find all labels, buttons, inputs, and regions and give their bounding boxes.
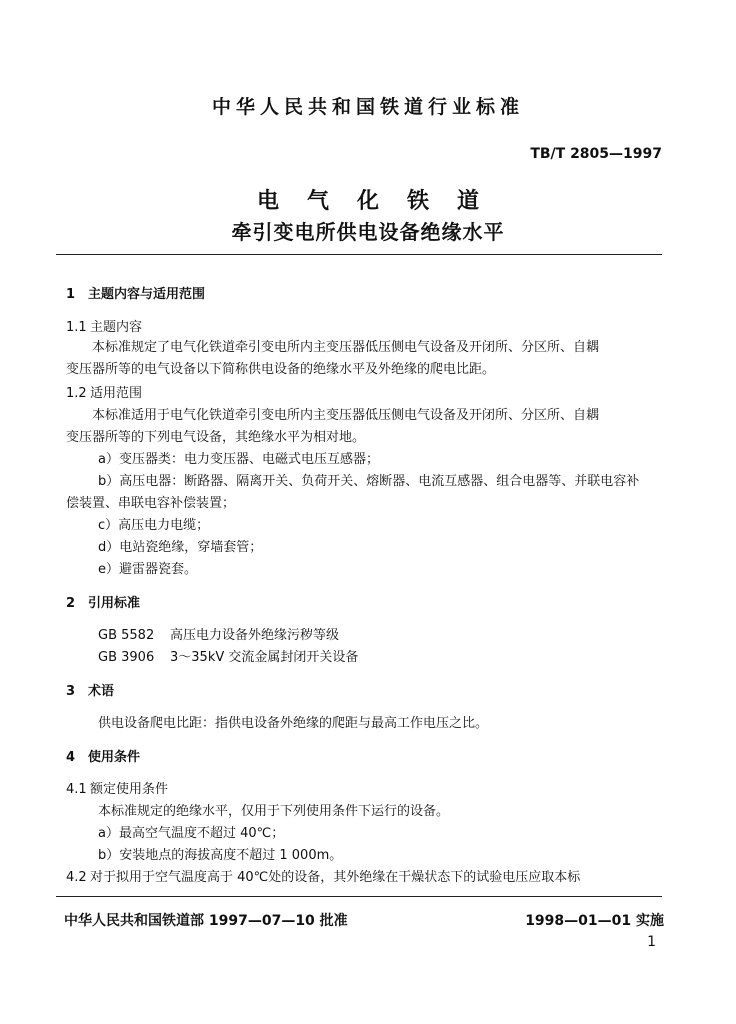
section-number: 4.2: [66, 870, 87, 885]
paragraph-line: 本标准适用于电气化铁道牵引变电所内主变压器低压侧电气设备及开闭所、分区所、自耦: [92, 408, 600, 423]
list-item: e）避雷器瓷套。: [98, 562, 197, 577]
section-2-heading: [66, 592, 140, 611]
list-item: b）安装地点的海拔高度不超过 1 000m。: [98, 848, 343, 863]
section-number: 4.1: [66, 782, 87, 797]
reference-item: [98, 624, 339, 643]
list-item: d）电站瓷绝缘，穿墙套管；: [98, 540, 263, 555]
section-4-2-heading: [66, 866, 580, 885]
paragraph-line: 本标准规定的绝缘水平，仅用于下列使用条件下运行的设备。: [98, 804, 450, 819]
section-3-heading: [66, 680, 114, 699]
section-number: 1.1: [66, 320, 87, 335]
paragraph-line: 变压器所等的电气设备以下简称供电设备的绝缘水平及外绝缘的爬电比距。: [66, 362, 496, 377]
document-title-line1: 电气化铁道: [256, 189, 507, 214]
footer-divider: [56, 896, 662, 897]
list-item: a）变压器类：电力变压器、电磁式电压互感器；: [98, 452, 379, 467]
section-title: 主题内容与适用范围: [88, 287, 206, 302]
section-title: 引用标准: [88, 596, 141, 611]
section-title: 适用范围: [90, 386, 143, 401]
section-number: 3: [66, 684, 76, 699]
reference-title: 高压电力设备外绝缘污秽等级: [170, 628, 340, 643]
section-title: 主题内容: [90, 320, 143, 335]
document-title-line2: 牵引变电所供电设备绝缘水平: [231, 220, 505, 244]
standard-number: TB/T 2805—1997: [530, 146, 662, 162]
section-title: 额定使用条件: [90, 782, 169, 797]
paragraph-line: 变压器所等的下列电气设备，其绝缘水平为相对地。: [66, 430, 366, 445]
section-1-heading: [66, 283, 205, 302]
standard-category-header: 中华人民共和国铁道行业标准: [211, 96, 524, 118]
section-4-1-heading: [66, 778, 168, 797]
section-number: 2: [66, 596, 76, 611]
reference-title: 3～35kV 交流金属封闭开关设备: [170, 650, 359, 665]
section-1-2-heading: [66, 382, 142, 401]
implementation-date: 1998—01—01 实施: [525, 913, 664, 929]
list-item: a）最高空气温度不超过 40℃；: [98, 826, 285, 841]
list-item: c）高压电力电缆；: [98, 518, 210, 533]
list-item-continuation: 偿装置、串联电容补偿装置；: [66, 496, 236, 511]
section-4-heading: [66, 746, 140, 765]
section-number: 1.2: [66, 386, 87, 401]
reference-item: [98, 646, 358, 665]
paragraph-line: 对于拟用于空气温度高于 40℃处的设备，其外绝缘在干燥状态下的试验电压应取本标: [90, 870, 581, 885]
section-title: 术语: [88, 684, 115, 699]
section-number: 1: [66, 287, 76, 302]
page-number: 1: [647, 934, 656, 950]
reference-code: GB 5582: [98, 628, 155, 643]
section-title: 使用条件: [88, 750, 141, 765]
reference-code: GB 3906: [98, 650, 155, 665]
approval-line: 中华人民共和国铁道部 1997—07—10 批准: [64, 913, 348, 929]
section-1-1-heading: [66, 316, 142, 335]
list-item: b）高压电器：断路器、隔离开关、负荷开关、熔断器、电流互感器、组合电器等、并联电容补: [98, 474, 640, 489]
paragraph-line: 供电设备爬电比距：指供电设备外绝缘的爬距与最高工作电压之比。: [98, 716, 489, 731]
paragraph-line: 本标准规定了电气化铁道牵引变电所内主变压器低压侧电气设备及开闭所、分区所、自耦: [92, 340, 600, 355]
section-number: 4: [66, 750, 76, 765]
title-divider: [56, 254, 662, 255]
